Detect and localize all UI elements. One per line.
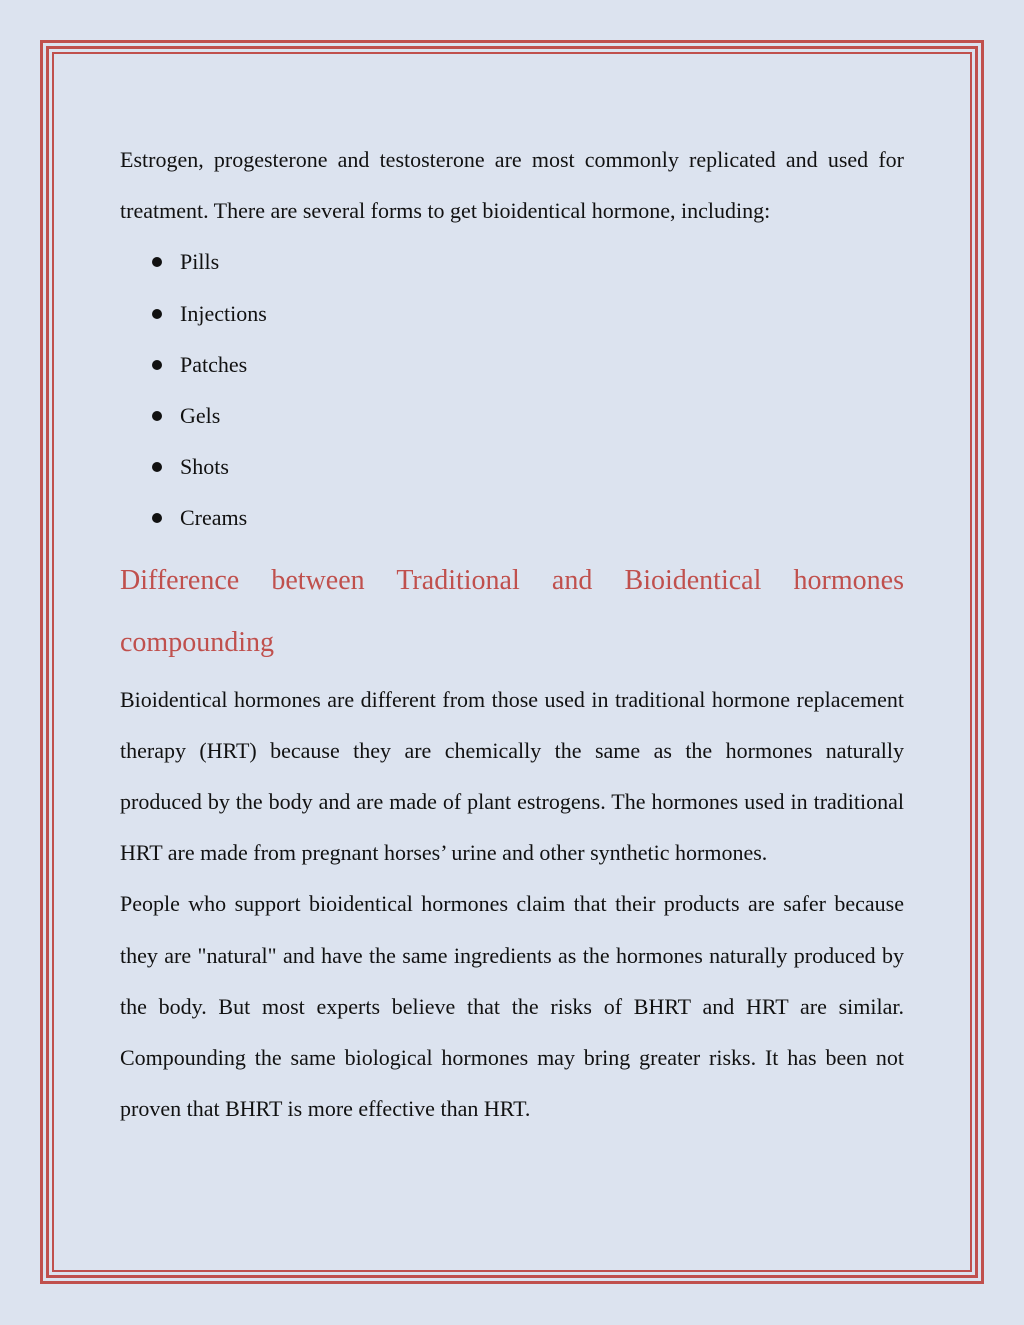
- bullet-icon: [152, 309, 162, 319]
- page-content: [120, 134, 904, 1134]
- list-item-label: Pills: [180, 249, 220, 275]
- list-item: [152, 390, 904, 441]
- section-heading: Difference between Traditional and Bioidentical hormones: [120, 564, 904, 596]
- list-item-label: Patches: [180, 351, 248, 377]
- bullet-icon: [152, 462, 162, 472]
- intro-paragraph: Estrogen, progesterone and testosterone are most commonly replicated and used for treatment. There are several forms to get bioidentical hormone, including:: [120, 147, 904, 224]
- list-item: [152, 441, 904, 492]
- list-item: [152, 492, 904, 543]
- body-paragraph-1: Bioidentical hormones are different from those used in traditional hormone replacement therapy (HRT) because they are chemically the same as the hormones naturally produced by the body and are made of plant estrogens. The hormones used in traditional HRT are made from pregnant horses’ urine and other synthetic hormones.: [120, 686, 904, 866]
- list-item: [152, 339, 904, 390]
- hormone-forms-list: [120, 236, 904, 543]
- list-item: [152, 288, 904, 339]
- body-paragraph-2: People who support bioidentical hormones claim that their products are safer because they are "natural" and have the same ingredients as the hormones naturally produced by the body. But most experts believe that the risks of BHRT and HRT are similar. Compounding the same biological hormones may bring greater risks. It has been not proven that BHRT is more effective than HRT.: [120, 891, 904, 1122]
- section-heading-continued: compounding: [120, 626, 274, 658]
- list-item-label: Gels: [180, 403, 221, 429]
- bullet-icon: [152, 513, 162, 523]
- bullet-icon: [152, 411, 162, 421]
- bullet-icon: [152, 360, 162, 370]
- list-item: [152, 236, 904, 287]
- list-item-label: Injections: [180, 300, 267, 326]
- list-item-label: Creams: [180, 505, 248, 531]
- list-item-label: Shots: [180, 454, 229, 480]
- bullet-icon: [152, 257, 162, 267]
